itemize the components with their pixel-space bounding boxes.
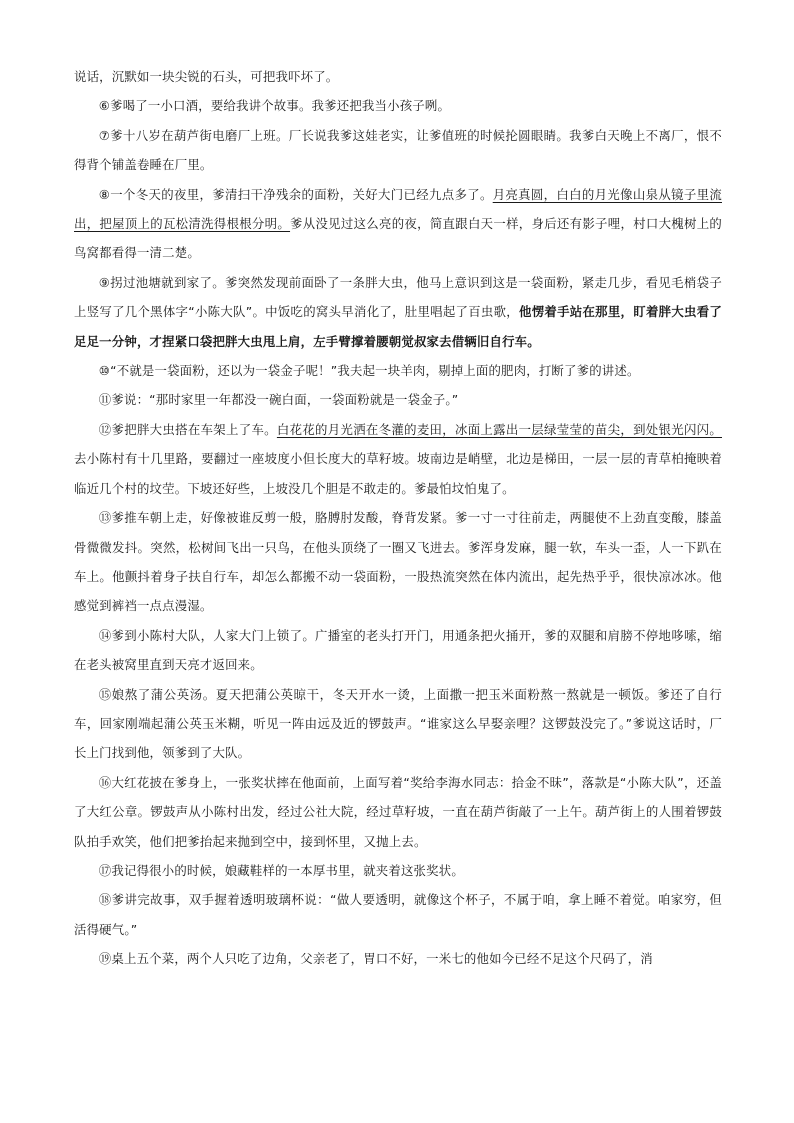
article-body xyxy=(74,62,722,974)
paragraph-text: ⑰我记得很小的时候，娘藏鞋样的一本厚书里，就夹着这张奖状。 xyxy=(98,862,464,878)
paragraph-p14 xyxy=(74,621,722,680)
paragraph-text: ⑯大红花披在爹身上，一张奖状摔在他面前，上面写着“奖给李海水同志：拾金不昧”，落款是“小陈大队”，还盖了大红公章。锣鼓声从小陈村出发，经过公社大院，经过草籽坡，一直在葫芦街敲了一上午。葫芦街上的人围着锣鼓队拍手欢笑，他们把爹抬起来抛到空中，接到怀里，又抛上去。 xyxy=(74,774,722,849)
paragraph-p12 xyxy=(74,415,722,503)
paragraph-p6 xyxy=(74,91,722,120)
paragraph-text: ⑥爹喝了一小口酒，要给我讲个故事。我爹还把我当小孩子咧。 xyxy=(98,98,451,114)
paragraph-p0 xyxy=(74,62,722,91)
paragraph-text: ⑫爹把胖大虫搭在车架上了车。 xyxy=(98,421,277,437)
paragraph-p13 xyxy=(74,503,722,621)
paragraph-p11 xyxy=(74,385,722,414)
paragraph-text: ⑧一个冬天的夜里，爹清扫干净残余的面粉，关好大门已经九点多了。 xyxy=(98,186,493,202)
paragraph-p17 xyxy=(74,856,722,885)
paragraph-p16 xyxy=(74,768,722,856)
paragraph-text: ⑩“不就是一袋面粉，还以为一袋金子呢！”我夫起一块羊肉，剔掉上面的肥肉，打断了爹的讲述。 xyxy=(98,363,640,379)
paragraph-text: ⑨拐过池塘就到家了。爹突然发现前面卧了一条胖大虫，他马上意识到这是一袋面粉，紧走几步，看见毛梢袋子上竖写了几个黑体字“小陈大队”。中饭吃的窝头早消化了，肚里唱起了百虫歌， xyxy=(74,274,722,320)
paragraph-p15 xyxy=(74,680,722,768)
paragraph-text: 爹从没见过这么亮的夜，简直跟白天一样，身后还有影子哩，村口大槐树上的鸟窝都看得一清二楚。 xyxy=(74,216,722,261)
paragraph-p10 xyxy=(74,356,722,385)
paragraph-text: ⑪爹说：“那时家里一年都没一碗白面，一袋面粉就是一袋金子。” xyxy=(98,392,459,408)
paragraph-text: ⑱爹讲完故事，双手握着透明玻璃杯说：“做人要透明，就像这个杯子，不属于咱，拿上睡不着觉。咱家穷，但活得硬气。” xyxy=(74,892,722,937)
paragraph-text: 说话，沉默如一块尖锐的石头，可把我吓坏了。 xyxy=(74,69,339,84)
underlined-sentence: 白花花的月光洒在冬灌的麦田，冰面上露出一层绿莹莹的苗尖，到处银光闪闪。 xyxy=(276,421,722,437)
paragraph-text: ⑲桌上五个菜，两个人只吃了边角，父亲老了，胃口不好，一米七的他如今已经不足这个尺码了，消 xyxy=(98,951,653,967)
paragraph-p19 xyxy=(74,944,722,973)
paragraph-text: 去小陈村有十几里路，要翻过一座坡度小但长度大的草籽坡。坡南边是峭壁，北边是梯田，一层一层的青草柏掩映着临近几个村的坟茔。下坡还好些，上坡没几个胆是不敢走的。爹最怕坟怕鬼了。 xyxy=(74,451,722,496)
paragraph-text: ⑦爹十八岁在葫芦街电磨厂上班。厂长说我爹这娃老实，让爹值班的时候抡圆眼睛。我爹白天晚上不离厂，恨不得背个铺盖卷睡在厂里。 xyxy=(74,127,722,173)
paragraph-text: ⑮娘熬了蒲公英汤。夏天把蒲公英晾干，冬天开水一烫，上面撒一把玉米面粉熬一熬就是一顿饭。爹还了自行车，回家刚端起蒲公英玉米糊，听见一阵由远及近的锣鼓声。“谁家这么早娶亲哩？这锣鼓没完了。”爹说这话时，厂长上门找到他，领爹到了大队。 xyxy=(74,686,722,761)
paragraph-text: ⑭爹到小陈村大队，人家大门上锁了。广播室的老头打开门，用通条把火捅开，爹的双腿和肩膀不停地哆嗦，缩在老头被窝里直到天亮才返回来。 xyxy=(74,627,722,673)
paragraph-p7 xyxy=(74,121,722,180)
paragraph-text: ⑬爹推车朝上走，好像被谁反剪一般，胳膊肘发酸，脊背发紧。爹一寸一寸往前走，两腿使不上劲直变酸，膝盖骨微微发抖。突然，松树间飞出一只鸟，在他头顶绕了一圈又飞进去。爹浑身发麻，腿一软，车头一歪，人一下趴在车上。他颤抖着身子扶自行车，却怎么都搬不动一袋面粉，一股热流突然在体内流出，起先热乎乎，很快凉冰冰。他感觉到裤裆一点点漫湿。 xyxy=(74,510,722,614)
paragraph-p8 xyxy=(74,180,722,268)
underlined-sentence: 月亮真圆，白白的月光像山泉从镜子里流出，把屋顶上的瓦松清洗得根根分明。 xyxy=(74,186,722,232)
bold-sentence: 他愣着手站在那里，盯着胖大虫看了足足一分钟，才捏紧口袋把胖大虫甩上肩，左手臂撑着腰朝觉叔家去借辆旧自行车。 xyxy=(74,304,723,349)
paragraph-p9 xyxy=(74,268,722,356)
paragraph-p18 xyxy=(74,885,722,944)
